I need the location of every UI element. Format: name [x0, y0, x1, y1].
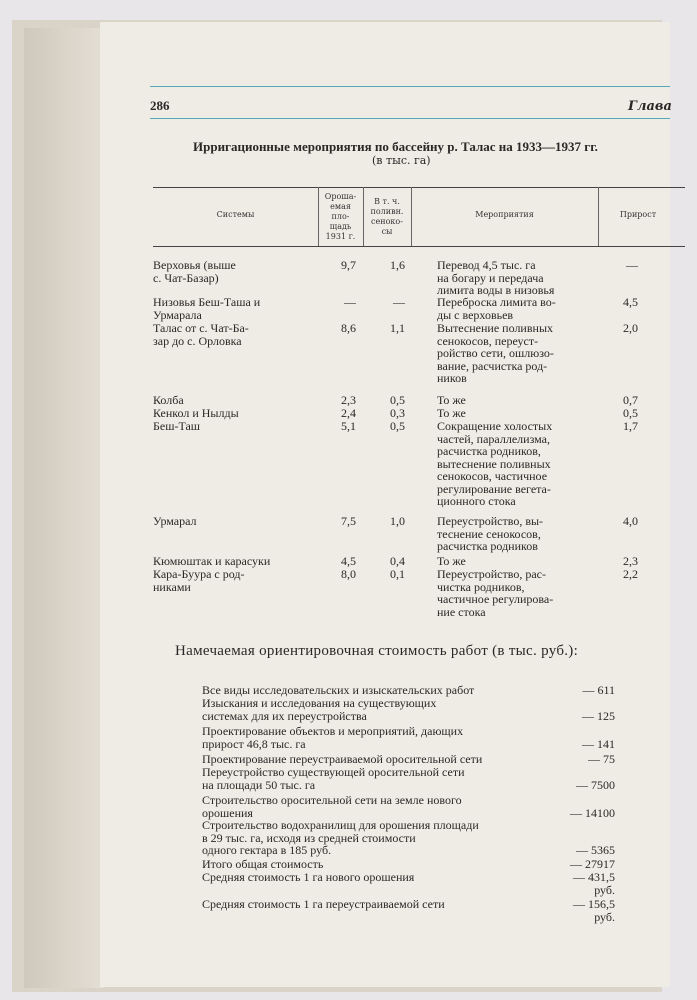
- row-measures: Переустройство, рас- чистка родников, частичное регулирова- ние стока: [437, 567, 554, 619]
- header-irrigated: Ороша- емая пло- щадь 1931 г.: [324, 192, 357, 241]
- row-increase: —: [626, 258, 638, 272]
- row-measures: Сокращение холостых частей, параллелизма, расчистка родников, вытеснение поливных сенокосов, частичное регулирование вегета- ционного стока: [437, 419, 553, 508]
- row-system: Талас от с. Чат-Ба- зар до с. Орловка: [153, 321, 249, 348]
- page-edge: [24, 28, 104, 988]
- cost-item-value: — 7500: [576, 777, 615, 792]
- row-measures: Переустройство, вы- теснение сенокосов, расчистка родников: [437, 514, 544, 553]
- row-system: Кенкол и Нылды: [153, 406, 239, 420]
- cost-item-value: — 75: [588, 752, 615, 766]
- cost-item-label: Строительство оросительной сети на земле нового орошения: [202, 793, 462, 820]
- row-increase: 0,5: [623, 406, 638, 420]
- row-measures: Вытеснение поливных сенокосов, переуст- ройство сети, ошлюзо- вание, расчистка род- ников: [437, 321, 554, 385]
- cost-item-value: — 156,5 руб.: [573, 897, 615, 924]
- cost-item-label: Средняя стоимость 1 га переустраиваемой сети: [202, 897, 445, 911]
- header-rule-bottom: [150, 118, 670, 119]
- row-system: Низовья Беш-Таша и Урмарала: [153, 295, 261, 322]
- row-increase: 1,7: [623, 419, 638, 433]
- row-measures: Перевод 4,5 тыс. га на богару и передача лимита воды в низовья: [437, 258, 555, 297]
- header-systems: Системы: [216, 210, 255, 219]
- row-hayfields: 0,4: [390, 554, 405, 568]
- cost-item-value: — 27917: [570, 857, 615, 871]
- table-top-rule: [153, 187, 685, 188]
- header-increase: Прирост: [619, 210, 657, 219]
- row-measures: То же: [437, 406, 466, 420]
- row-hayfields: 1,1: [390, 321, 405, 335]
- header-rule-top: [150, 86, 670, 87]
- row-irrigated: 8,0: [341, 567, 356, 581]
- row-increase: 2,3: [623, 554, 638, 568]
- row-increase: 0,7: [623, 393, 638, 407]
- row-system: Беш-Таш: [153, 419, 201, 433]
- row-measures: То же: [437, 554, 466, 568]
- row-increase: 2,0: [623, 321, 638, 335]
- header-measures: Мероприятия: [475, 210, 534, 219]
- row-measures: То же: [437, 393, 466, 407]
- cost-item-value: — 431,5 руб.: [573, 870, 615, 897]
- table-units: (в тыс. га): [372, 154, 431, 167]
- cost-item-label: Переустройство существующей оросительной сети на площади 50 тыс. га: [202, 765, 465, 792]
- row-hayfields: 1,6: [390, 258, 405, 272]
- table-header-rule: [153, 246, 685, 247]
- row-irrigated: 2,4: [341, 406, 356, 420]
- cost-item-label: Строительство водохранилищ для орошения площади в 29 тыс. га, исходя из средней стоимости одного гектара в 185 руб.: [202, 818, 479, 857]
- row-hayfields: 0,5: [390, 419, 405, 433]
- cost-item-label: Итого общая стоимость: [202, 857, 324, 871]
- row-increase: 2,2: [623, 567, 638, 581]
- row-hayfields: 0,1: [390, 567, 405, 581]
- costs-heading: Намечаемая ориентировочная стоимость работ (в тыс. руб.):: [175, 643, 579, 659]
- cost-item-label: Проектирование переустраиваемой оросительной сети: [202, 752, 483, 766]
- row-irrigated: 9,7: [341, 258, 356, 272]
- row-irrigated: 2,3: [341, 393, 356, 407]
- row-irrigated: 4,5: [341, 554, 356, 568]
- row-system: Кюмюштак и карасуки: [153, 554, 271, 568]
- row-hayfields: 1,0: [390, 514, 405, 528]
- row-irrigated: 7,5: [341, 514, 356, 528]
- row-measures: Переброска лимита во- ды с верховьев: [437, 295, 556, 322]
- chapter-running-head: Глава: [628, 99, 672, 114]
- row-system: Кара-Буура с род- никами: [153, 567, 245, 594]
- row-system: Урмарал: [153, 514, 197, 528]
- row-increase: 4,0: [623, 514, 638, 528]
- row-system: Верховья (выше с. Чат-Базар): [153, 258, 236, 285]
- cost-item-label: Все виды исследовательских и изыскательских работ: [202, 683, 475, 697]
- row-system: Колба: [153, 393, 184, 407]
- cost-item-label: Изыскания и исследования на существующих системах для их переустройства: [202, 696, 437, 723]
- row-irrigated: —: [344, 295, 356, 309]
- row-hayfields: 0,3: [390, 406, 405, 420]
- cost-item-value: — 611: [582, 683, 615, 697]
- row-irrigated: 8,6: [341, 321, 356, 335]
- row-irrigated: 5,1: [341, 419, 356, 433]
- cost-item-value: — 141: [582, 736, 615, 751]
- row-increase: 4,5: [623, 295, 638, 309]
- cost-item-value: — 5365: [576, 843, 615, 857]
- cost-item-value: — 14100: [570, 805, 615, 820]
- cost-item-label: Средняя стоимость 1 га нового орошения: [202, 870, 415, 884]
- row-hayfields: 0,5: [390, 393, 405, 407]
- cost-item-value: — 125: [582, 708, 615, 723]
- cost-item-label: Проектирование объектов и мероприятий, дающих прирост 46,8 тыс. га: [202, 724, 464, 751]
- table-title: Ирригационные мероприятия по бассейну р. Талас на 1933—1937 гг.: [193, 139, 598, 154]
- header-hayfields: В т. ч. поливн. сеноко- сы: [370, 197, 404, 236]
- page-number: 286: [150, 98, 170, 113]
- row-hayfields: —: [393, 295, 405, 309]
